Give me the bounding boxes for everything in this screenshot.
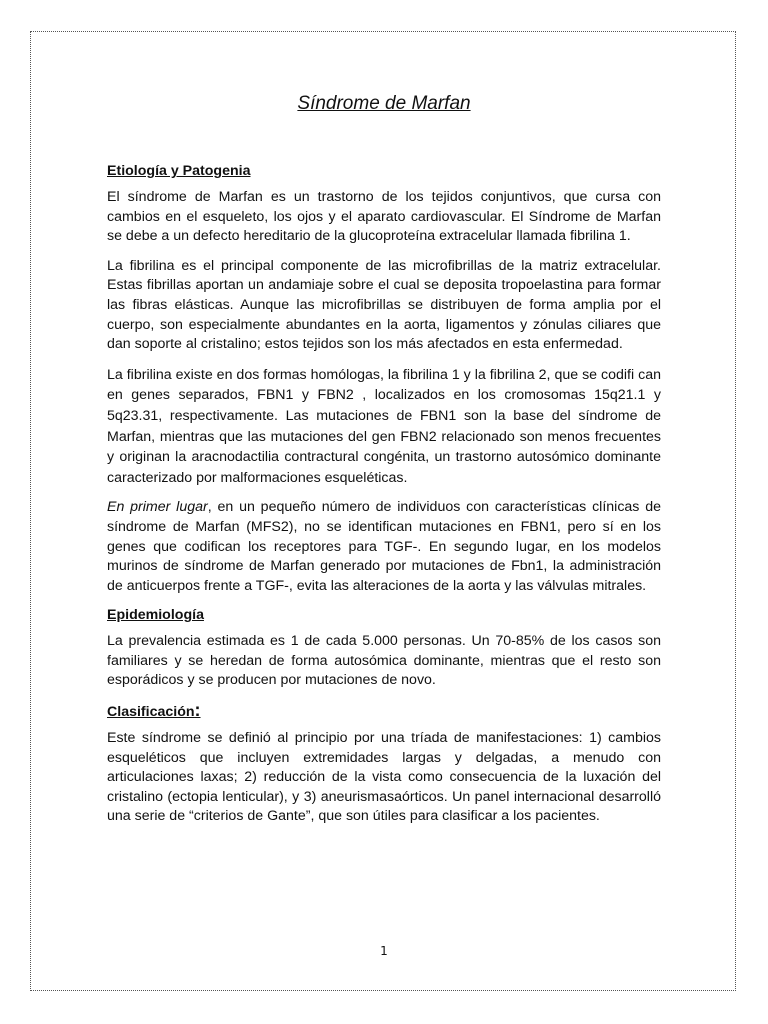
section-epidemiologia: [107, 606, 661, 691]
section-etiologia: [107, 162, 661, 596]
section-clasificacion: [107, 701, 661, 827]
paragraph: El síndrome de Marfan es un trastorno de los tejidos conjuntivos, que cursa con cambios en el esqueleto, los ojos y el aparato cardiovascular. El Síndrome de Marfan se debe a un defecto hereditario de la glucoproteína extracelular llamada fibrilina 1.: [107, 189, 661, 245]
heading-colon: :: [194, 700, 201, 721]
paragraph: La fibrilina es el principal componente de las microfibrillas de la matriz extracelular. Estas fibrillas aportan un andamiaje sobre el cual se deposita tropoelastina para formar las fibras elásticas. Aunque las microfibrillas se distribuyen de forma amplia por el cuerpo, son especialmente abundantes en la aorta, ligamentos y zónulas ciliares que dan soporte al cristalino; estos tejidos son los más afectados en esta enfermedad.: [107, 257, 661, 353]
paragraph-text: , en un pequeño número de individuos con características clínicas de síndrome de Marfan (MFS2), no se identifican mutaciones en FBN1, pero sí en los genes que codifican los receptores para TGF-. En segundo lugar, en los modelos murinos de síndrome de Marfan generado por mutaciones de Fbn1, la administración de anticuerpos frente a TGF-, evita las alteraciones de la aorta y las válvulas mitrales.: [107, 499, 661, 594]
section-heading-etiologia: Etiología y Patogenia: [107, 163, 251, 179]
italic-lead-text: En primer lugar: [107, 499, 208, 516]
paragraph: Este síndrome se definió al principio por una tríada de manifestaciones: 1) cambios esqueléticos que incluyen extremidades largas y delgadas, a menudo con articulaciones laxas; 2) reducción de la vista como consecuencia de la luxación del cristalino (ectopia lenticular), y 3) aneurismasaórticos. Un panel internacional desarrolló una serie de “criterios de Gante”, que son útiles para clasificar a los pacientes.: [107, 730, 661, 825]
page-number: 1: [380, 944, 388, 958]
paragraph: [107, 498, 661, 596]
document-body: [107, 93, 661, 837]
paragraph: La prevalencia estimada es 1 de cada 5.000 personas. Un 70-85% de los casos son familiares y se heredan de forma autosómica dominante, mientras que el resto son esporádicos y se producen por mutaciones de novo.: [107, 633, 661, 689]
section-heading-epidemiologia: Epidemiología: [107, 607, 204, 624]
document-title: Síndrome de Marfan: [297, 93, 471, 114]
paragraph: La fibrilina existe en dos formas homólogas, la fibrilina 1 y la fibrilina 2, que se codifi can en genes separados, FBN1 y FBN2 , localizados en los cromosomas 15q21.1 y 5q23.31, respectivamente. Las mutaciones de FBN1 son la base del síndrome de Marfan, mientras que las mutaciones del gen FBN2 relacionado son menos frecuentes y originan la aracnodactilia contractural congénita, un trastorno autosómico dominante caracterizado por malformaciones esqueléticas.: [107, 366, 661, 486]
heading-text: Clasificación: [107, 704, 195, 721]
section-heading-clasificacion: [107, 701, 661, 721]
